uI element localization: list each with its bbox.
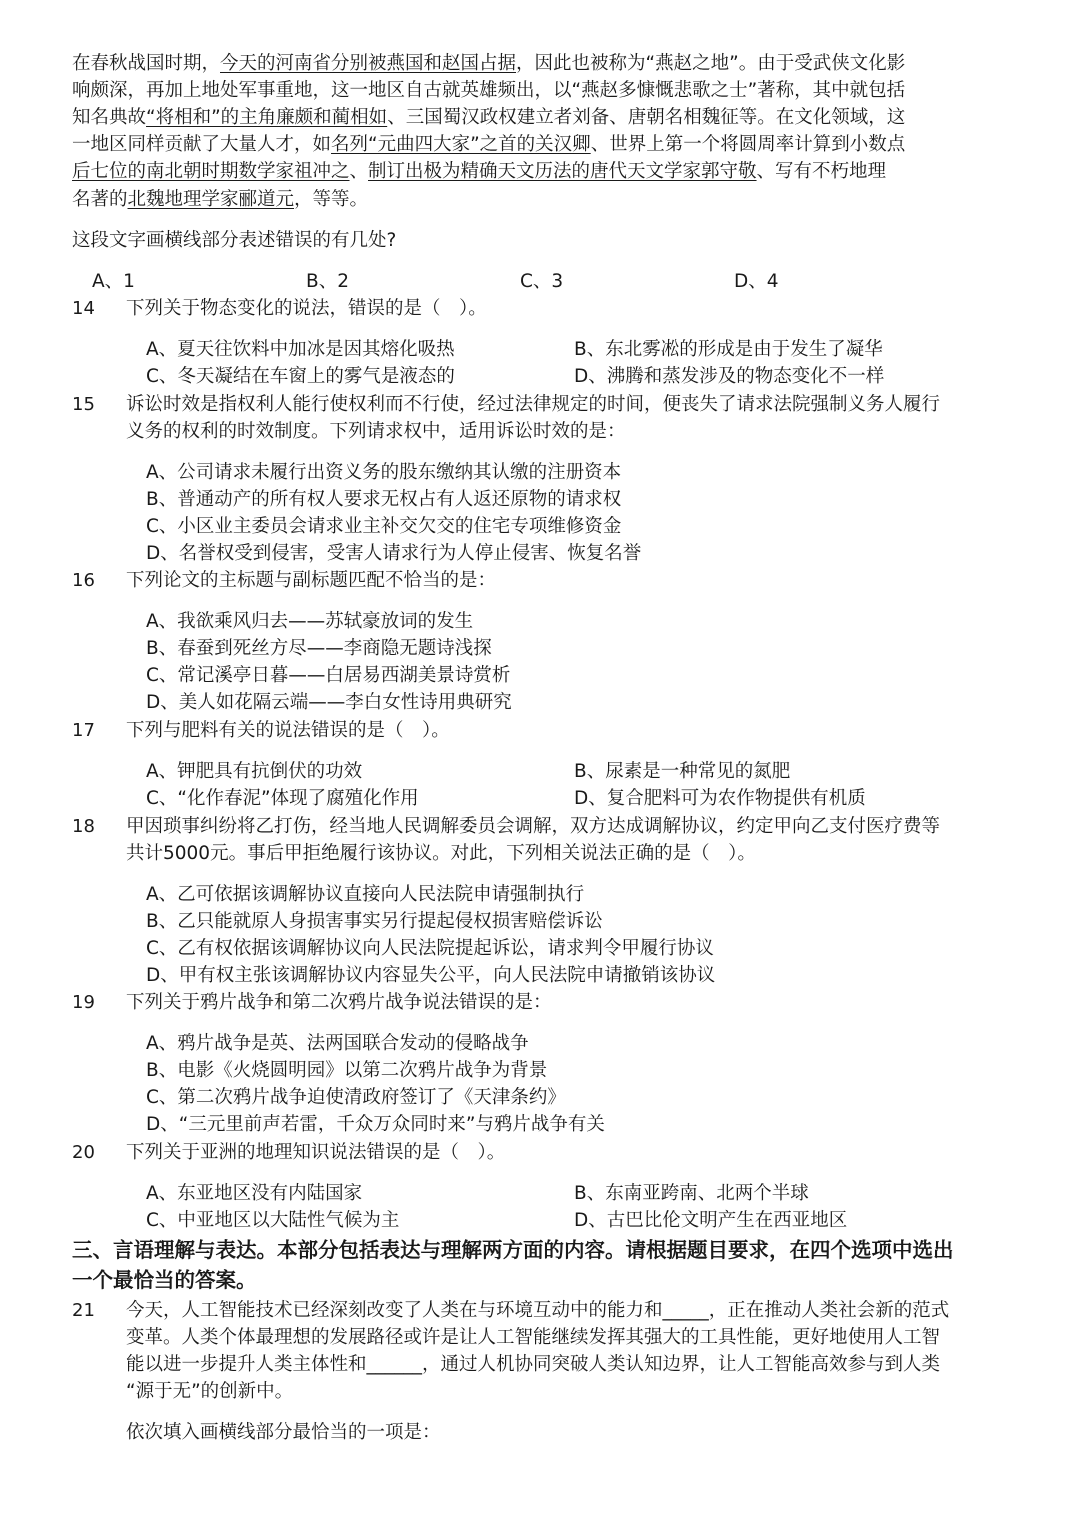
option-d: D、古巴比伦文明产生在西亚地区 — [574, 1210, 848, 1231]
option-d: D、美人如花隔云端——李白女性诗用典研究 — [146, 692, 512, 713]
option-d: D、沸腾和蒸发涉及的物态变化不一样 — [574, 366, 885, 387]
passage-line: 响颇深，再加上地处军事重地，这一地区自古就英雄频出，以“燕赵多慷慨悲歌之士”著称，其中就包括 — [72, 80, 906, 101]
option-b: B、春蚕到死丝方尽——李商隐无题诗浅探 — [146, 638, 492, 659]
question-prompt: 依次填入画横线部分最恰当的一项是： — [126, 1422, 441, 1443]
passage-text: 名著的 — [72, 189, 128, 210]
question-stem: 今天，人工智能技术已经深刻改变了人类在与环境互动中的能力和_____，正在推动人类社会新的范式 — [126, 1300, 950, 1321]
option-c: C、3 — [520, 271, 564, 292]
option-a: A、乙可依据该调解协议直接向人民法院申请强制执行 — [146, 884, 585, 905]
question-stem: 下列关于鸦片战争和第二次鸦片战争说法错误的是： — [126, 992, 552, 1013]
question-stem: 下列论文的主标题与副标题匹配不恰当的是： — [126, 570, 497, 591]
question-number: 19 — [72, 992, 95, 1013]
option-a: A、鸦片战争是英、法两国联合发动的侵略战争 — [146, 1033, 529, 1054]
underlined-claim: 后七位的南北朝时期数学家祖冲之 — [72, 161, 350, 182]
question-stem: 变革。人类个体最理想的发展路径或许是让人工智能继续发挥其强大的工具性能，更好地使用人工智 — [126, 1327, 941, 1348]
option-b: B、尿素是一种常见的氮肥 — [574, 761, 791, 782]
option-d: D、甲有权主张该调解协议内容显失公平，向人民法院申请撤销该协议 — [146, 965, 716, 986]
passage-text: 一地区同样贡献了大量人才，如 — [72, 134, 332, 155]
option-d: D、“三元里前声若雷，千众万众同时来”与鸦片战争有关 — [146, 1114, 605, 1135]
option-a: A、公司请求未履行出资义务的股东缴纳其认缴的注册资本 — [146, 462, 622, 483]
passage-line — [72, 105, 905, 131]
option-d: D、复合肥料可为农作物提供有机质 — [574, 788, 866, 809]
question-stem: 义务的权利的时效制度。下列请求权中，适用诉讼时效的是： — [126, 421, 626, 442]
option-c: C、常记溪亭日暮——白居易西湖美景诗赏析 — [146, 665, 511, 686]
option-c: C、中亚地区以大陆性气候为主 — [146, 1210, 400, 1231]
question-number: 18 — [72, 816, 95, 837]
underlined-claim: 北魏地理学家郦道元 — [127, 189, 295, 210]
question-number: 14 — [72, 298, 95, 319]
section-heading-line: 一个最恰当的答案。 — [72, 1268, 257, 1292]
passage-line — [72, 51, 905, 77]
passage-text: 知名典故 — [72, 107, 147, 128]
question-stem: 能以进一步提升人类主体性和______，通过人机协同突破人类认知边界，让人工智能高效参与到人类 — [126, 1354, 941, 1375]
passage-line — [72, 132, 905, 158]
passage-text: 、三国蜀汉政权建立者刘备、唐朝名相魏征等。在文化领域，这 — [387, 107, 906, 128]
passage-line — [72, 187, 368, 213]
option-c: C、“化作春泥”体现了腐殖化作用 — [146, 788, 419, 809]
question-number: 16 — [72, 570, 95, 591]
passage-text: ，等等。 — [294, 189, 369, 210]
question-stem: 共计5000元。事后甲拒绝履行该协议。对此，下列相关说法正确的是（ ）。 — [126, 843, 756, 864]
option-a: A、1 — [92, 271, 135, 292]
passage-question: 这段文字画横线部分表述错误的有几处? — [72, 230, 397, 251]
option-c: C、小区业主委员会请求业主补交欠交的住宅专项维修资金 — [146, 516, 622, 537]
option-c: C、乙有权依据该调解协议向人民法院提起诉讼，请求判令甲履行协议 — [146, 938, 714, 959]
option-a: A、我欲乘风归去——苏轼豪放词的发生 — [146, 611, 474, 632]
underlined-claim: 制订出极为精确天文历法的唐代天文学家郭守敬 — [368, 161, 757, 182]
question-stem: 下列关于物态变化的说法，错误的是（ ）。 — [126, 298, 487, 319]
option-b: B、乙只能就原人身损害事实另行提起侵权损害赔偿诉讼 — [146, 911, 603, 932]
option-a: A、钾肥具有抗倒伏的功效 — [146, 761, 363, 782]
passage-text: 、世界上第一个将圆周率计算到小数点 — [590, 134, 906, 155]
option-a: A、夏天往饮料中加冰是因其熔化吸热 — [146, 339, 455, 360]
option-d: D、名誉权受到侵害，受害人请求行为人停止侵害、恢复名誉 — [146, 543, 642, 564]
option-c: C、第二次鸦片战争迫使清政府签订了《天津条约》 — [146, 1087, 566, 1108]
question-stem: 下列与肥料有关的说法错误的是（ ）。 — [126, 720, 450, 741]
option-b: B、东北雾凇的形成是由于发生了凝华 — [574, 339, 883, 360]
option-c: C、冬天凝结在车窗上的雾气是液态的 — [146, 366, 455, 387]
option-b: B、电影《火烧圆明园》以第二次鸦片战争为背景 — [146, 1060, 548, 1081]
question-stem: 下列关于亚洲的地理知识说法错误的是（ ）。 — [126, 1142, 506, 1163]
option-b: B、东南亚跨南、北两个半球 — [574, 1183, 809, 1204]
option-b: B、2 — [306, 271, 349, 292]
option-d: D、4 — [734, 271, 779, 292]
section-heading-line: 三、言语理解与表达。本部分包括表达与理解两方面的内容。请根据题目要求，在四个选项中选出 — [72, 1238, 954, 1262]
passage-text: 、写有不朽地理 — [756, 161, 887, 182]
question-number: 20 — [72, 1142, 95, 1163]
question-number: 15 — [72, 394, 95, 415]
question-stem: 甲因琐事纠纷将乙打伤，经当地人民调解委员会调解，双方达成调解协议，约定甲向乙支付医疗费等 — [126, 816, 941, 837]
underlined-claim: 今天的河南省分别被燕国和赵国占据 — [220, 53, 517, 74]
option-a: A、东亚地区没有内陆国家 — [146, 1183, 363, 1204]
passage-text: 在春秋战国时期， — [72, 53, 221, 74]
passage-text: 、 — [349, 161, 369, 182]
passage-line — [72, 159, 886, 185]
underlined-claim: 名列“元曲四大家”之首的关汉卿 — [331, 134, 591, 155]
passage-text: ，因此也被称为“燕赵之地”。由于受武侠文化影 — [516, 53, 906, 74]
question-number: 17 — [72, 720, 95, 741]
question-number: 21 — [72, 1300, 95, 1321]
option-b: B、普通动产的所有权人要求无权占有人返还原物的请求权 — [146, 489, 622, 510]
question-stem: 诉讼时效是指权利人能行使权利而不行使，经过法律规定的时间，便丧失了请求法院强制义务人履行 — [126, 394, 941, 415]
underlined-claim: “将相和”的主角廉颇和蔺相如 — [146, 107, 388, 128]
question-stem: “源于无”的创新中。 — [126, 1381, 294, 1402]
